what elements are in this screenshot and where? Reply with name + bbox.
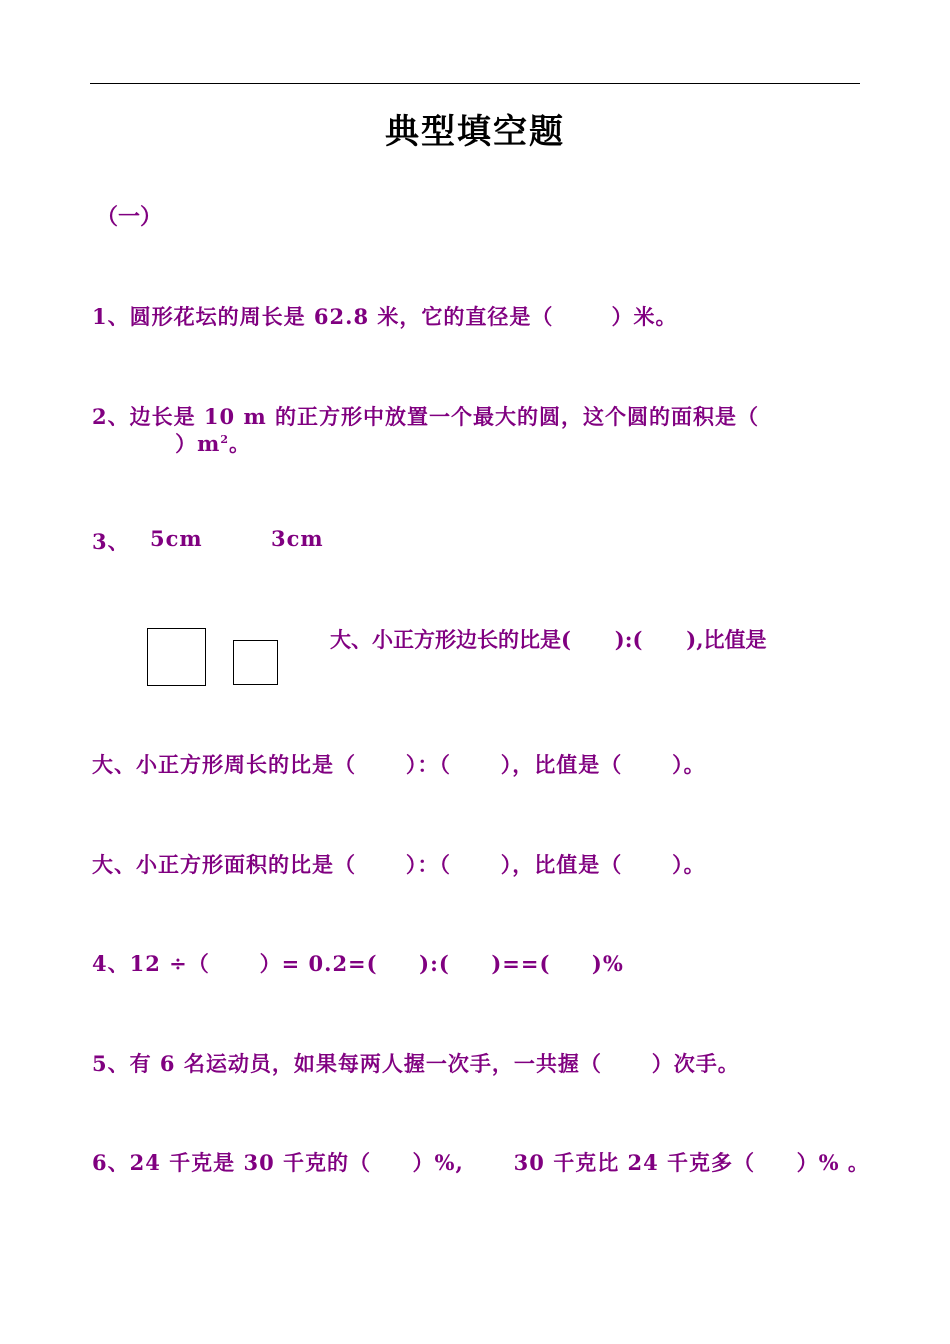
question-3-label: 3、 <box>92 529 130 554</box>
small-square-figure <box>233 640 278 685</box>
question-2-line-2 <box>92 428 251 458</box>
big-square-side-label: 5cm <box>150 526 203 551</box>
question-5: 5、有 6 名运动员，如果每两人握一次手，一共握（ ）次手。 <box>92 1051 740 1076</box>
big-square-figure <box>147 628 206 686</box>
question-6: 6、24 千克是 30 千克的（ ）%, 30 千克比 24 千克多（ ）% 。 <box>92 1150 870 1175</box>
page-title: 典型填空题 <box>385 112 565 152</box>
question-2-line-1: 2、边长是 10 m 的正方形中放置一个最大的圆，这个圆的面积是（ <box>92 404 759 429</box>
question-1: 1、圆形花坛的周长是 62.8 米，它的直径是（ ）米。 <box>92 304 678 329</box>
question-2-superscript: 2 <box>220 433 229 446</box>
question-3-side-ratio: 大、小正方形边长的比是( ):( ),比值是 <box>330 627 767 652</box>
question-2-blank-unit: ）m <box>92 431 221 456</box>
section-label: （一） <box>96 204 163 230</box>
question-2-end: 。 <box>229 431 251 456</box>
question-3-perimeter-ratio: 大、小正方形周长的比是（ ）：（ ），比值是（ ）。 <box>92 752 706 777</box>
header-rule <box>90 83 860 84</box>
small-square-side-label: 3cm <box>271 526 324 551</box>
question-3-area-ratio: 大、小正方形面积的比是（ ）：（ ），比值是（ ）。 <box>92 852 706 877</box>
question-4: 4、12 ÷（ ）= 0.2=( ):( )==( )% <box>92 951 624 976</box>
